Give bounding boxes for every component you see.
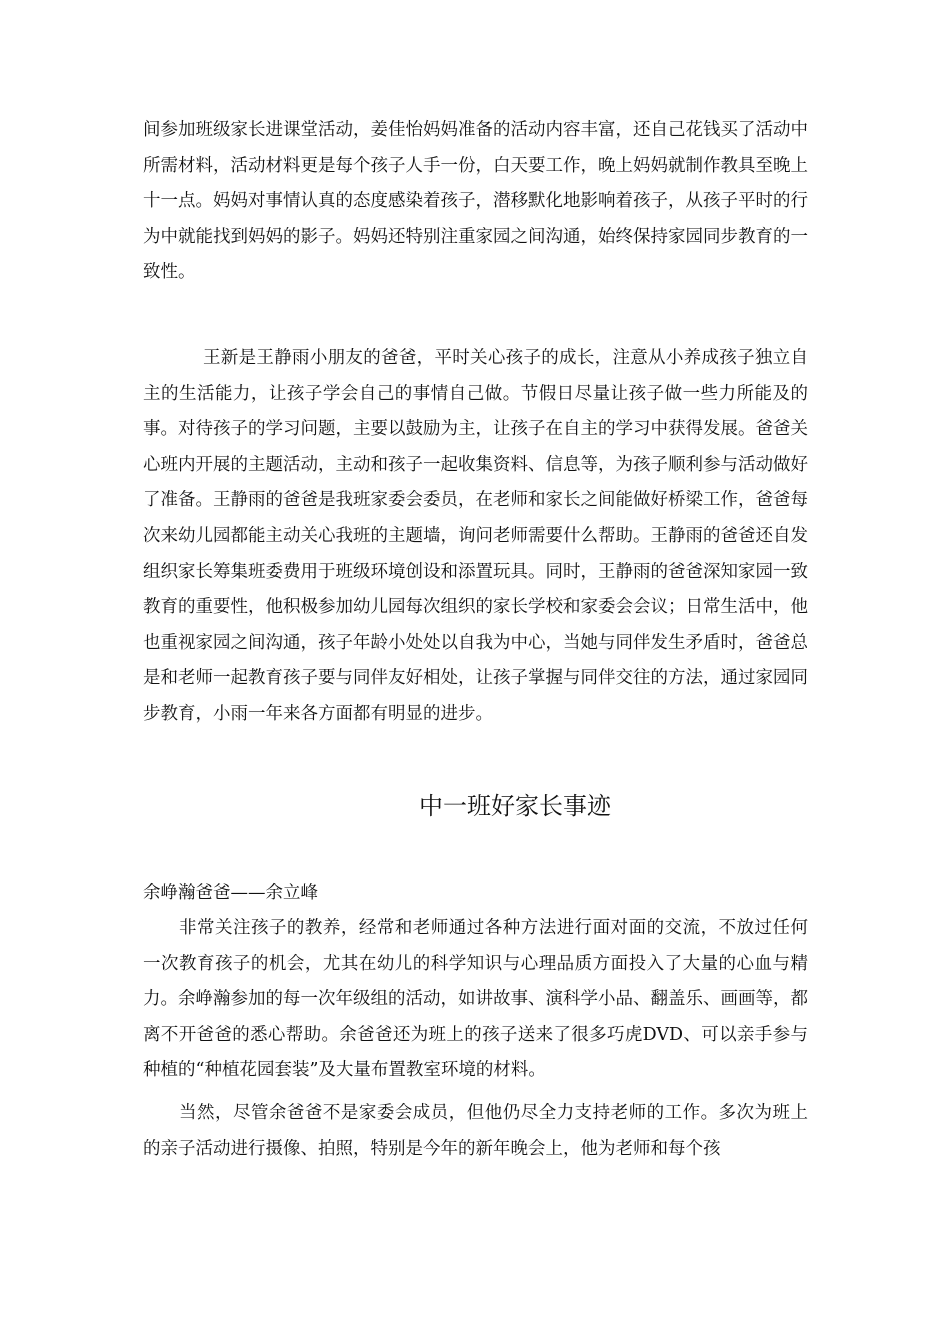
paragraph-wang-xin-father: 王新是王静雨小朋友的爸爸，平时关心孩子的成长，注意从小养成孩子独立自主的生活能力，让孩子学会自己的事情自己做。节假日尽量让孩子做一些力所能及的事。对待孩子的学习问题，主要以鼓励为主，让孩子在自主的学习中获得发展。爸爸关心班内开展的主题活动，主动和孩子一起收集资料、信息等，为孩子顺利参与活动做好了准备。王静雨的爸爸是我班家委会委员，在老师和家长之间能做好桥梁工作，爸爸每次来幼儿园都能主动关心我班的主题墙，询问老师需要什么帮助。王静雨的爸爸还自发组织家长筹集班委费用于班级环境创设和添置玩具。同时，王静雨的爸爸深知家园一致教育的重要性，他积极参加幼儿园每次组织的家长学校和家委会会议；日常生活中，他也重视家园之间沟通，孩子年龄小处处以自我为中心，当她与同伴发生矛盾时，爸爸总是和老师一起教育孩子要与同伴友好相处，让孩子掌握与同伴交往的方法，通过家园同步教育，小雨一年来各方面都有明显的进步。 <box>143 348 808 724</box>
paragraph-yu-lifeng-2: 当然，尽管余爸爸不是家委会成员，但他仍尽全力支持老师的工作。多次为班上的亲子活动进行摄像、拍照，特别是今年的新年晚会上，他为老师和每个孩 <box>143 1103 808 1159</box>
section-subhead: 余峥瀚爸爸——余立峰 <box>143 883 318 903</box>
paragraph-jiang-jiayi-mother: 间参加班级家长进课堂活动，姜佳怡妈妈准备的活动内容丰富，还自己花钱买了活动中所需材料，活动材料更是每个孩子人手一份，白天要工作，晚上妈妈就制作教具至晚上十一点。妈妈对事情认真的态度感染着孩子，潜移默化地影响着孩子，从孩子平时的行为中就能找到妈妈的影子。妈妈还特别注重家园之间沟通，始终保持家园同步教育的一致性。 <box>143 120 808 283</box>
section-title: 中一班好家长事迹 <box>419 792 611 820</box>
paragraph-yu-lifeng-1: 非常关注孩子的教养，经常和老师通过各种方法进行面对面的交流，不放过任何一次教育孩子的机会，尤其在幼儿的科学知识与心理品质方面投入了大量的心血与精力。余峥瀚参加的每一次年级组的活动，如讲故事、演科学小品、翻盖乐、画画等，都离不开爸爸的悉心帮助。余爸爸还为班上的孩子送来了很多巧虎DVD、可以亲手参与种植的“种植花园套装”及大量布置教室环境的材料。 <box>143 918 808 1081</box>
